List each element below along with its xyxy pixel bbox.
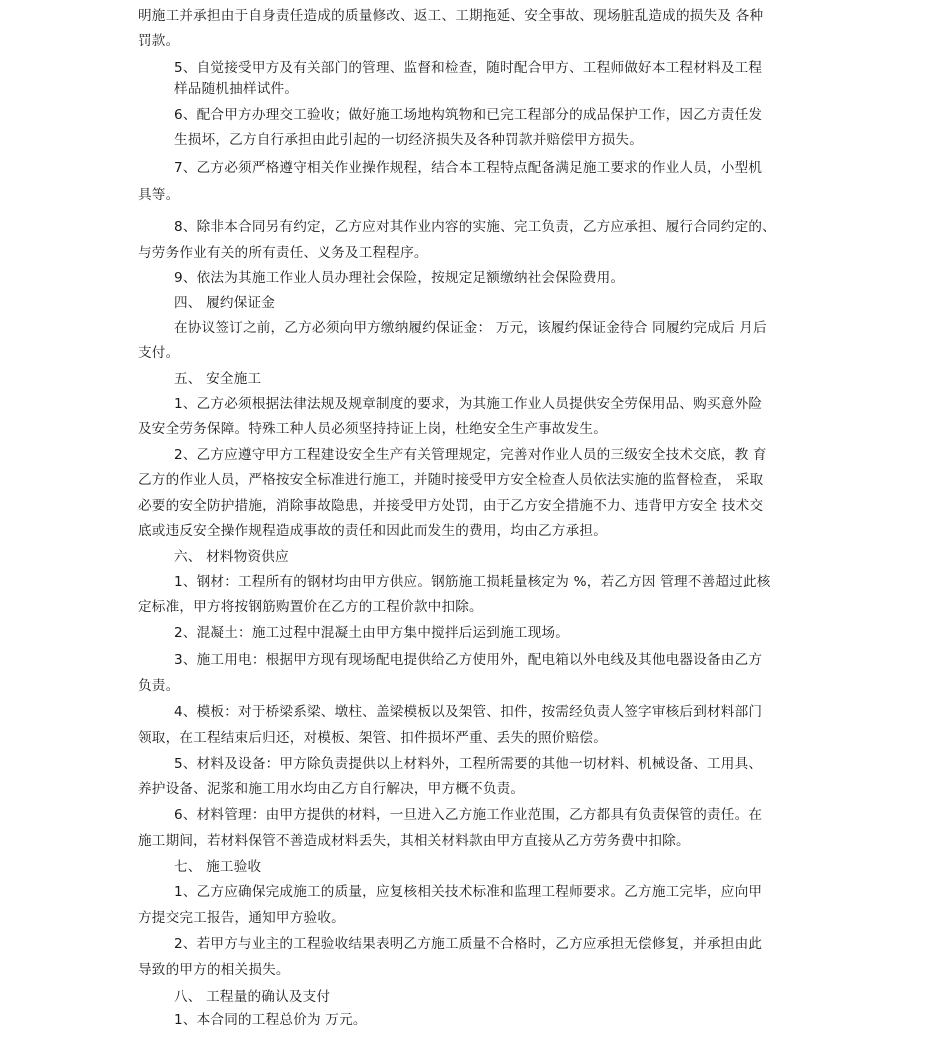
text-line: 领取，在工程结束后归还，对模板、架管、扣件损坏严重、丢失的照价赔偿。 — [138, 730, 607, 746]
text-line: 7、乙方必须严格遵守相关作业操作规程，结合本工程特点配备满足施工要求的作业人员，小型机 — [174, 160, 763, 176]
text-line: 5、材料及设备：甲方除负责提供以上材料外，工程所需要的其他一切材料、机械设备、工用具、 — [174, 756, 763, 772]
text-line: 2、混凝土：施工过程中混凝土由甲方集中搅拌后运到施工现场。 — [174, 625, 570, 641]
text-line: 1、乙方应确保完成施工的质量，应复核相关技术标准和监理工程师要求。乙方施工完毕，应向甲 — [174, 884, 763, 900]
text-line: 6、材料管理：由甲方提供的材料，一旦进入乙方施工作业范围，乙方都具有负责保管的责任。在 — [174, 807, 763, 823]
section-heading: 七、 施工验收 — [174, 859, 262, 875]
text-line: 样品随机抽样试件。 — [174, 81, 299, 97]
text-line: 方提交完工报告，通知甲方验收。 — [138, 910, 345, 926]
text-line: 导致的甲方的相关损失。 — [138, 962, 290, 978]
section-heading: 六、 材料物资供应 — [174, 549, 289, 565]
text-line: 负责。 — [138, 678, 180, 694]
text-line: 在协议签订之前，乙方必须向甲方缴纳履约保证金： 万元，该履约保证金待合 同履约完成后 月后 — [174, 320, 767, 336]
text-line: 1、钢材：工程所有的钢材均由甲方供应。钢筋施工损耗量核定为 %，若乙方因 管理不善超过此核 — [174, 574, 771, 590]
text-line: 与劳务作业有关的所有责任、义务及工程程序。 — [138, 245, 428, 261]
text-line: 3、施工用电：根据甲方现有现场配电提供给乙方使用外，配电箱以外电线及其他电器设备由乙方 — [174, 652, 763, 668]
text-line: 5、自觉接受甲方及有关部门的管理、监督和检查，随时配合甲方、工程师做好本工程材料及工程 — [174, 60, 763, 76]
text-line: 定标准，甲方将按钢筋购置价在乙方的工程价款中扣除。 — [138, 599, 483, 615]
text-line: 养护设备、泥浆和施工用水均由乙方自行解决，甲方概不负责。 — [138, 781, 525, 797]
text-line: 底或违反安全操作规程造成事故的责任和因此而发生的费用，均由乙方承担。 — [138, 523, 607, 539]
text-line: 9、依法为其施工作业人员办理社会保险，按规定足额缴纳社会保险费用。 — [174, 270, 625, 286]
text-line: 施工期间，若材料保管不善造成材料丢失，其相关材料款由甲方直接从乙方劳务费中扣除。 — [138, 833, 690, 849]
text-line: 1、本合同的工程总价为 万元。 — [174, 1012, 367, 1028]
text-line: 明施工并承担由于自身责任造成的质量修改、返工、工期拖延、安全事故、现场脏乱造成的损失及 各种 — [138, 8, 764, 24]
text-line: 6、配合甲方办理交工验收；做好施工场地构筑物和已完工程部分的成品保护工作，因乙方责任发 — [174, 107, 763, 123]
text-line: 4、模板：对于桥梁系梁、墩柱、盖梁模板以及架管、扣件，按需经负责人签字审核后到材料部门 — [174, 704, 763, 720]
text-line: 必要的安全防护措施，消除事故隐患，并接受甲方处罚，由于乙方安全措施不力、违背甲方安全 技术交 — [138, 498, 764, 514]
text-line: 1、乙方必须根据法律法规及规章制度的要求，为其施工作业人员提供安全劳保用品、购买意外险 — [174, 396, 763, 412]
text-line: 8、除非本合同另有约定，乙方应对其作业内容的实施、完工负责，乙方应承担、履行合同约定的、 — [174, 219, 776, 235]
text-line: 具等。 — [138, 187, 180, 203]
text-line: 乙方的作业人员，严格按安全标准进行施工，并随时接受甲方安全检查人员依法实施的监督检查， 采取 — [138, 472, 764, 488]
text-line: 支付。 — [138, 345, 180, 361]
text-line: 2、若甲方与业主的工程验收结果表明乙方施工质量不合格时，乙方应承担无偿修复，并承担由此 — [174, 936, 763, 952]
text-line: 生损坏，乙方自行承担由此引起的一切经济损失及各种罚款并赔偿甲方损失。 — [174, 132, 643, 148]
text-line: 罚款。 — [138, 33, 180, 49]
text-line: 2、乙方应遵守甲方工程建设安全生产有关管理规定，完善对作业人员的三级安全技术交底，教 育 — [174, 447, 767, 463]
section-heading: 四、 履约保证金 — [174, 295, 276, 311]
section-heading: 五、 安全施工 — [174, 371, 262, 387]
text-line: 及安全劳务保障。特殊工种人员必须坚持持证上岗，杜绝安全生产事故发生。 — [138, 421, 607, 437]
section-heading: 八、 工程量的确认及支付 — [174, 989, 331, 1005]
